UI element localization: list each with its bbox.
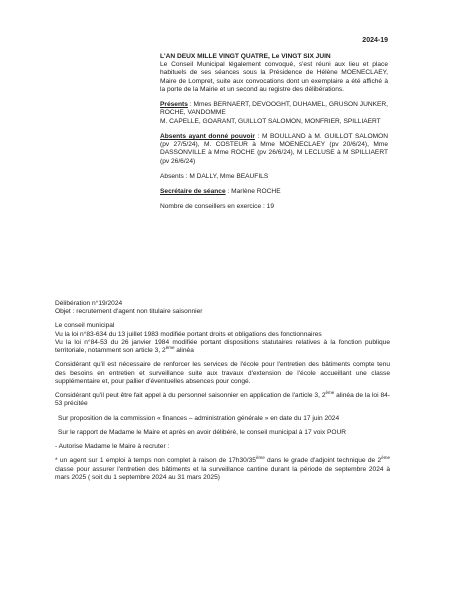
agent-text-a: * un agent sur 1 emploi à temps non complet à raison de 17h30/35 (55, 457, 256, 465)
absents-paragraph: Absents : M DALLY, Mme BEAUFILS (160, 172, 269, 180)
agent-text-c: classe pour assurer l'entretien des bâtiments et la surveillance cantine durant la période de septembre 2024 à mars 2025 ( soit du 1 septembre 2024 au 31 mars 2025) (55, 465, 390, 481)
nombre-conseillers: Nombre de conseillers en exercice : 19 (160, 203, 274, 211)
absents-pouvoir-text: : M BOULLAND à M. GUILLOT SALOMON (pv 27/5/24), M. COSTEUR à Mme MOENECLAEY (pv 20/6/24), Mme DASSONVILLE à Mme ROCHE (pv 26/6/24), M LECLUSE à M SPILLIAERT (pv 26/6/24) (160, 132, 388, 165)
agent-text-b: dans le grade d'adjoint technique de 2 (264, 457, 382, 465)
secretaire-label: Secrétaire de séance (160, 188, 226, 196)
considerant-2-text: Considérant qu'il peut être fait appel à du personnel saisonnier en application de l'article 3, 2 (55, 392, 326, 400)
deliberation-body (55, 300, 390, 482)
presents-paragraph (160, 101, 388, 117)
presents-men: M. CAPELLE, GOARANT, GUILLOT SALOMON, MONFRIER, SPILLIAERT (160, 117, 381, 125)
reference-number: 2024-19 (362, 37, 388, 44)
autorise-line: - Autorise Madame le Maire à recruter : (55, 443, 170, 451)
objet-line: Objet : recrutement d'agent non titulaire saisonnier (55, 308, 203, 316)
agent-sup-1: ème (255, 455, 265, 461)
absents-pouvoir-label: Absents ayant donné pouvoir (160, 132, 255, 140)
convocation-paragraph: Le Conseil Municipal légalement convoqué, s'est réuni aux lieu et place habituels de ses séances sous la Présidence de Hélène MOENECLAEY, Maire de Lompret, suite aux convocations dont un exemplaire a été affiché à la porte de la Mairie et un second au registre des délibérations. (160, 61, 388, 93)
secretaire-text: : Marlène ROCHE (225, 188, 281, 196)
vu-loi-84-end: alinéa (174, 347, 194, 355)
agent-sup-2: ème (381, 455, 390, 461)
session-header (160, 53, 388, 212)
vu-loi-84 (55, 339, 390, 355)
deliberation-number: Délibération n°19/2024 (55, 300, 123, 307)
considerant-2 (55, 389, 390, 408)
presents-label: Présents (160, 101, 188, 109)
proposition-line: Sur proposition de la commission « finances – administration générale » en date du 17 juin 2024 (58, 414, 340, 422)
vu-loi-84-text: Vu la loi n°84-53 du 26 janvier 1984 modifiée portant dispositions statutaires relatives à la fonction publique territoriale, notamment son article 3, 2 (55, 338, 390, 355)
vu-loi-84-sup: ème (165, 344, 175, 350)
date-line: L'AN DEUX MILLE VINGT QUATRE, Le VINGT SIX JUIN (160, 53, 331, 60)
conseil-line: Le conseil municipal (55, 322, 115, 330)
secretaire-paragraph (160, 188, 388, 196)
vu-loi-83: Vu la loi n°83-634 du 13 juillet 1983 modifiée portant droits et obligations des fonctionnaires (55, 330, 322, 338)
agent-paragraph (55, 457, 390, 482)
presents-text: : Mmes BERNAERT, DEVOOGHT, DUHAMEL, GRUSON JUNKER, ROCHE, VANDOMME (160, 101, 388, 117)
considerant-1: Considérant qu'il est nécessaire de renforcer les services de l'école pour l'entretien des bâtiments compte tenu des besoins en entretien et surveillance suite aux travaux d'extension de l'école accueillant une classe supplémentaire et, pour pallier d'éventuelles absences pour congé. (55, 361, 390, 385)
rapport-line: Sur le rapport de Madame le Maire et après en avoir délibéré, le conseil municipal à 17 voix POUR (58, 428, 347, 436)
absents-pouvoir-paragraph (160, 133, 388, 166)
considerant-2-sup: ème (325, 389, 335, 395)
considerant-2-end: alinéa de la loi 84-53 précitée (55, 392, 390, 408)
